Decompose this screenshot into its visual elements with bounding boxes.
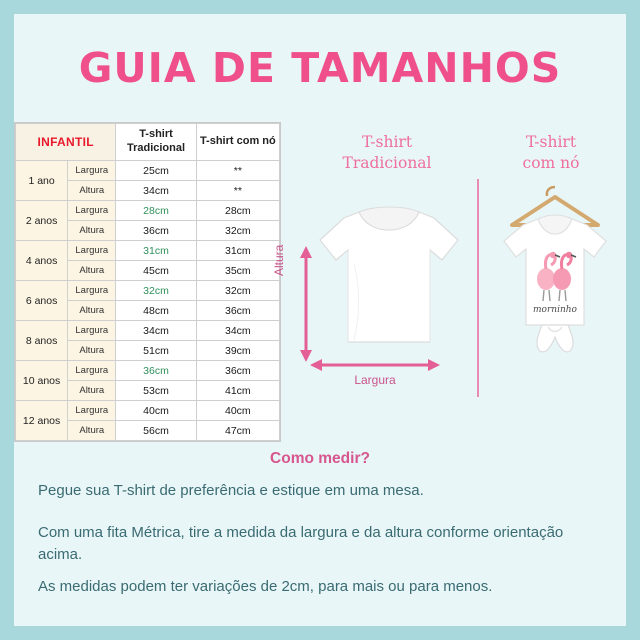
cell-traditional-height: 48cm <box>116 301 196 321</box>
row-dim-width: Largura <box>68 161 116 181</box>
cell-knot-width: 40cm <box>196 401 279 421</box>
cell-traditional-height: 56cm <box>116 421 196 441</box>
knot-tshirt-illustration <box>490 179 620 379</box>
traditional-tshirt-illustration <box>314 204 464 349</box>
row-dim-height: Altura <box>68 301 116 321</box>
cell-traditional-width: 28cm <box>116 201 196 221</box>
row-age: 4 anos <box>16 241 68 281</box>
row-dim-width: Largura <box>68 241 116 261</box>
cell-traditional-height: 34cm <box>116 181 196 201</box>
cell-traditional-width: 32cm <box>116 281 196 301</box>
table-header-knot: T-shirt com nó <box>196 124 279 161</box>
table-row <box>16 241 280 261</box>
instructions-step-3: As medidas podem ter variações de 2cm, para mais ou para menos. <box>38 578 493 595</box>
cell-traditional-width: 34cm <box>116 321 196 341</box>
size-table-wrapper <box>14 122 281 442</box>
table-header-traditional <box>116 124 196 161</box>
table-row <box>16 161 280 181</box>
row-dim-height: Altura <box>68 221 116 241</box>
cell-knot-width: 31cm <box>196 241 279 261</box>
size-guide-card <box>14 14 626 626</box>
cell-knot-width: ** <box>196 161 279 181</box>
cell-knot-width: 28cm <box>196 201 279 221</box>
table-row <box>16 281 280 301</box>
cell-traditional-height: 45cm <box>116 261 196 281</box>
height-arrow-label: Altura <box>272 244 286 276</box>
header-traditional-line2: Tradicional <box>126 142 186 154</box>
label-knot-shirt <box>476 132 626 174</box>
cell-knot-height: 39cm <box>196 341 279 361</box>
row-dim-width: Largura <box>68 361 116 381</box>
knot-detail <box>537 325 573 352</box>
label-knot-line2: com nó <box>522 153 580 172</box>
row-dim-height: Altura <box>68 261 116 281</box>
cell-traditional-width: 31cm <box>116 241 196 261</box>
cell-traditional-width: 40cm <box>116 401 196 421</box>
cell-knot-height: 47cm <box>196 421 279 441</box>
row-dim-width: Largura <box>68 201 116 221</box>
row-age: 8 anos <box>16 321 68 361</box>
cell-traditional-height: 36cm <box>116 221 196 241</box>
row-dim-height: Altura <box>68 341 116 361</box>
cell-knot-height: ** <box>196 181 279 201</box>
table-row <box>16 321 280 341</box>
row-age: 10 anos <box>16 361 68 401</box>
row-dim-height: Altura <box>68 181 116 201</box>
table-header-row <box>16 124 280 161</box>
label-traditional-line1: T-shirt <box>361 133 413 151</box>
width-arrow-icon <box>310 358 440 372</box>
row-dim-width: Largura <box>68 281 116 301</box>
label-traditional-line2: Tradicional <box>342 153 432 172</box>
page-title: GUIA DE TAMANHOS <box>78 44 562 92</box>
cell-knot-width: 32cm <box>196 281 279 301</box>
instructions-step-2: Com uma fita Métrica, tire a medida da largura e da altura conforme orientação acima. <box>38 524 564 563</box>
table-header-category: INFANTIL <box>16 124 116 161</box>
row-dim-width: Largura <box>68 321 116 341</box>
height-arrow-icon <box>299 246 313 362</box>
width-arrow-label: Largura <box>354 373 396 387</box>
instructions-step-1: Pegue sua T-shirt de preferência e estique em uma mesa. <box>38 482 424 499</box>
cell-knot-height: 35cm <box>196 261 279 281</box>
cell-traditional-height: 51cm <box>116 341 196 361</box>
row-age: 6 anos <box>16 281 68 321</box>
size-table <box>15 123 280 441</box>
illustration-divider <box>477 179 479 397</box>
row-age: 2 anos <box>16 201 68 241</box>
cell-traditional-width: 25cm <box>116 161 196 181</box>
cell-knot-width: 36cm <box>196 361 279 381</box>
cell-knot-height: 32cm <box>196 221 279 241</box>
print-text: morninho <box>533 305 577 315</box>
cell-traditional-width: 36cm <box>116 361 196 381</box>
instructions-heading: Como medir? <box>270 450 370 467</box>
cell-knot-height: 36cm <box>196 301 279 321</box>
cell-knot-width: 34cm <box>196 321 279 341</box>
row-age: 1 ano <box>16 161 68 201</box>
row-age: 12 anos <box>16 401 68 441</box>
table-row <box>16 201 280 221</box>
row-dim-height: Altura <box>68 421 116 441</box>
row-dim-height: Altura <box>68 381 116 401</box>
cell-traditional-height: 53cm <box>116 381 196 401</box>
table-row <box>16 401 280 421</box>
header-traditional-line1: T-shirt <box>139 128 173 141</box>
label-traditional-shirt <box>302 132 472 174</box>
cell-knot-height: 41cm <box>196 381 279 401</box>
table-row <box>16 361 280 381</box>
row-dim-width: Largura <box>68 401 116 421</box>
label-knot-line1: T-shirt <box>525 133 577 151</box>
